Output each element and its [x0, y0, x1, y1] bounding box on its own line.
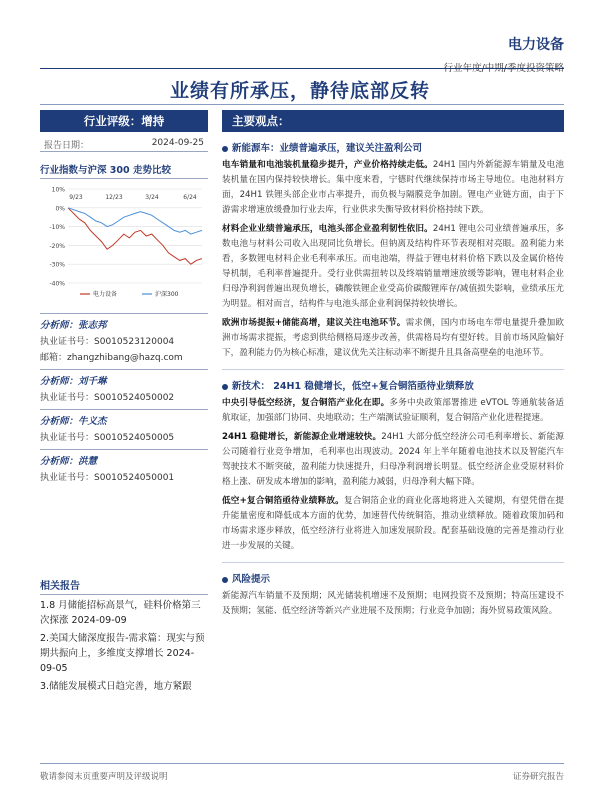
paragraph-lead: 低空+复合铜箔亟待业绩释放。: [222, 496, 344, 506]
y-tick-label: -30%: [49, 261, 65, 269]
chart-title: 行业指数与沪深 300 走势比较: [40, 162, 208, 179]
analyst-entry: [40, 449, 208, 483]
bullet-icon: [222, 146, 228, 152]
analyst-entry: [40, 369, 208, 403]
related-report-item[interactable]: 1.8 月储能招标高景气，硅料价格第三次探涨 2024-09-09: [40, 600, 201, 626]
x-tick-label: 6/24: [183, 194, 197, 201]
section-paragraph: [222, 222, 564, 312]
report-type: 行业年度/中期/季度投资策略: [443, 63, 564, 74]
main-views-banner: 主要观点：: [222, 110, 564, 132]
y-tick-label: -40%: [49, 280, 65, 288]
analyst-license: 执业证书号：S0010524050005: [40, 433, 175, 443]
legend-label: 电力设备: [93, 291, 118, 298]
section-paragraph: [222, 430, 564, 490]
paragraph-lead: 材料企业业绩普遍承压，电池头部企业盈利韧性依旧。: [222, 224, 433, 234]
paragraph-lead: 电车销量和电池装机量稳步提升，产业价格持续走低。: [222, 160, 433, 170]
related-reports-title: 相关报告: [40, 577, 208, 595]
y-tick-label: -20%: [49, 242, 65, 250]
section-heading: [222, 140, 564, 154]
related-report-item[interactable]: 3.储能发展模式日趋完善，地方紧跟: [40, 681, 192, 692]
bullet-icon: [222, 384, 228, 390]
section-paragraph: [222, 316, 564, 361]
paragraph-lead: 欧洲市场提振+储能高增，建议关注电池环节。: [222, 318, 406, 328]
left-column: [40, 110, 208, 483]
footer-divider: [40, 763, 564, 764]
date-label: 报告日期：: [44, 141, 90, 151]
related-reports: [40, 577, 208, 694]
analyst-list: [40, 313, 208, 483]
section-heading: [222, 571, 564, 585]
paragraph-body: 24H1 国内外新能源车销量及电池装机量在国内保持较快增长。集中度来看，宁德时代继续保持市场主导地位。电池材料方面，24H1 铁锂头部企业市占率提升，而负极与隔膜竞争加剧。锂电产业链方面，由于下游需求增速放缓叠加行业去库，行业供求失衡导致材料价格持续下跌。: [222, 160, 564, 215]
paragraph-body: 24H1 大部分低空经济公司毛利率增长、新能源公司随着行业竞争增加，毛利率也出现波动。2024 年上半年随着电池技术以及智能汽车驾驶技术不断突破，盈利能力快速提升，归母净利润增长明显。低空经济企业受原材料价格上涨、研发成本增加的影响，盈利能力减弱，归母净利大幅下降。: [222, 432, 564, 487]
paragraph-body: 需求侧，国内市场电车带电量提升叠加欧洲市场需求提振，考虑到供给侧格局逐步改善，供需格局均有望好转。目前市场风险偏好下，盈利能力仍为核心标准，建议优先关注标动率不断提升且具备高壁垒的电池环节。: [222, 318, 564, 358]
y-tick-label: 0%: [55, 205, 65, 213]
y-tick-label: -10%: [49, 224, 65, 232]
section-paragraph: [222, 494, 564, 554]
section-paragraph: [222, 396, 564, 426]
section-heading: [222, 378, 564, 392]
report-category: 证券研究报告: [512, 772, 564, 782]
series-line: [68, 208, 202, 234]
y-tick-label: 10%: [51, 186, 65, 194]
paragraph-lead: 24H1 稳健增长，新能源企业增速较快。: [222, 432, 382, 442]
bullet-icon: [222, 577, 228, 583]
paragraph-body: 24H1 锂电公司业绩普遍承压，多数电池与材料公司收入出现同比负增长。但钠离及结构件环节表现相对亮眼。盈利能力来看，多数锂电材料企业毛利率承压。而电池端，得益于锂电材料价格下跌以及金属价格传导机制，毛利率普遍提升。受行业供需扭转以及终端销量增速放缓等影响，锂电材料企业归母净利润普遍出现负增长，磷酸铁锂企业受高价碳酸锂库存/减值损失影响，业绩承压尤为明显。相对而言，结构件与电池头部企业利润保持较快增长。: [222, 224, 564, 309]
analyst-name: 分析师：洪慧: [40, 449, 208, 467]
analyst-name: 分析师：刘千琳: [40, 369, 208, 387]
date-value: 2024-09-25: [151, 138, 204, 148]
section-heading-text: 新能源车：业绩普遍承压，建议关注盈利公司: [232, 143, 423, 154]
section-paragraph: [222, 158, 564, 218]
x-tick-label: 12/23: [105, 194, 123, 201]
report-date-row: [40, 138, 208, 152]
analyst-license: 执业证书号：S0010524050002: [40, 393, 175, 403]
paragraph-lead: 中央引导低空经济，复合铜箔产业化在即。: [222, 398, 390, 408]
views-sections: [222, 140, 564, 619]
title-divider: [40, 104, 564, 105]
section-heading-text: 新技术： 24H1 稳健增长，低空+复合铜箔亟待业绩释放: [232, 381, 474, 392]
top-divider: [40, 68, 564, 69]
disclaimer-note: 敬请参阅末页重要声明及评级说明: [40, 772, 168, 782]
section-divider: [222, 369, 564, 370]
right-column: [222, 110, 564, 619]
paragraph-body: 新能源汽车销量不及预期；风光储装机增速不及预期；电网投资不及预期；特高压建设不及预期；氢能、低空经济等新兴产业进展不及预期；行业竞争加剧；海外贸易政策风险。: [222, 591, 564, 616]
section-paragraph: [222, 589, 564, 619]
analyst-email[interactable]: 邮箱：zhangzhibang@hazq.com: [40, 353, 183, 363]
page-title: 业绩有所承压，静待底部反转: [169, 80, 430, 102]
analyst-entry: [40, 409, 208, 443]
section-divider: [222, 562, 564, 563]
rating-banner: 行业评级：增持: [40, 110, 208, 132]
industry-name: 电力设备: [508, 37, 564, 53]
paragraph-body: 多务中央政策部署推进 eVTOL 等通航装备适航取证，加强部门协同、央地联动；生产端测试验证顺利，复合铜箔产业化进程提速。: [222, 398, 564, 423]
x-tick-label: 3/24: [145, 194, 159, 201]
analyst-name: 分析师：张志邦: [40, 313, 208, 331]
x-tick-label: 9/23: [69, 194, 83, 201]
analyst-name: 分析师：牛义杰: [40, 409, 208, 427]
analyst-license: 执业证书号：S0010524050001: [40, 473, 175, 483]
section-heading-text: 风险提示: [232, 574, 271, 585]
analyst-entry: [40, 313, 208, 363]
related-report-item[interactable]: 2.美国大储深度报告-需求篇：现实与预期共振向上，多维度支撑增长 2024-09-05: [40, 633, 205, 674]
analyst-license: 执业证书号：S0010523120004: [40, 337, 175, 347]
legend-label: 沪深300: [155, 291, 179, 298]
paragraph-body: 复合铜箔企业的商业化落地将进入关键期，有望凭借在提升能量密度和降低成本方面的优势，加速替代传统铜箔，推动业绩释放。随着政策加码和市场需求逐步释放，低空经济行业将进入加速发展阶段。配套基础设施的完善是推动行业进一步发展的关键。: [222, 496, 564, 551]
index-comparison-chart: [40, 183, 208, 303]
